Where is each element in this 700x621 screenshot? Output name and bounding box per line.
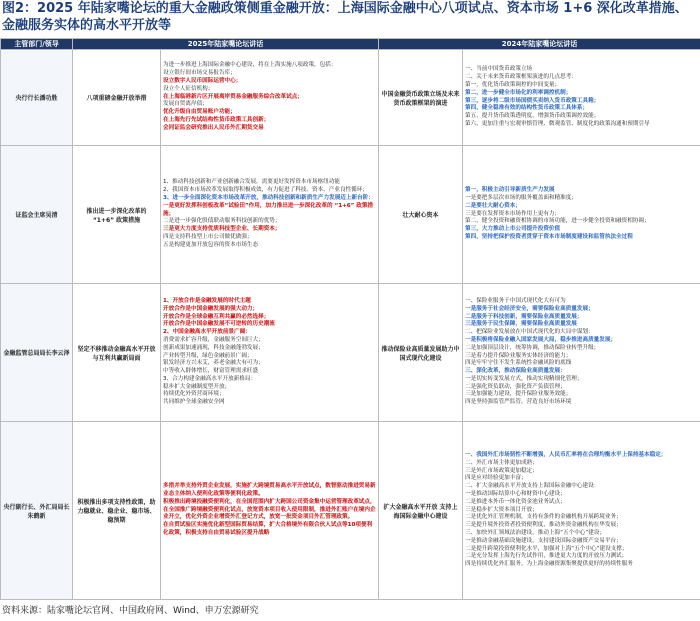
text-line: 三、深化改革，推动保险业高质量发展： <box>465 368 566 375</box>
dept-cell: 央行副行长、外汇局局长朱鹤新 <box>1 422 73 600</box>
text-line: 二、外汇市场主体更加成熟； <box>465 459 538 466</box>
text-line: 一是切实转变发展方式，推动实现精细化管理； <box>465 375 583 382</box>
policy-title-2024: 中国金融货币政策立场及未来货币政策框架的演进 <box>379 50 463 146</box>
text-line: 二是强化资负联动，强化资产负债管理； <box>465 383 566 390</box>
text-line: 开放合作是中国金融发展的强大动力； <box>163 305 259 312</box>
text-line: 一是更好发挥科创板改革“试验田”作用，加力推出进一步深化改革的 “1+6” 政策措施； <box>163 202 374 217</box>
text-line: 为进一步推进上海国际金融中心建设，将在上海实施八项政策，包括： <box>163 62 337 69</box>
text-line: 二、扩大金融高水平开放支持上海国际金融中心建设： <box>465 483 600 490</box>
text-line: 消费需求扩容升级，金融服务空间巨大； <box>163 336 264 343</box>
policy-content-2025 <box>161 50 379 146</box>
text-line: 二是优化外汇管理机制，支持有条件的金融机构开展跨境业务； <box>465 514 622 521</box>
text-line: 四是牢牢守住不发生系统性金融风险的底线 <box>465 360 572 367</box>
dept-cell: 金融监管总局局长李云泽 <box>1 284 73 422</box>
text-line: 第五，提升货币政策透明度，增强货币政策调控效能； <box>465 113 600 120</box>
text-line: 在上海临港新片区开展离岸贸易金融服务综合改革试点； <box>163 93 303 100</box>
policy-content-2024 <box>463 422 700 600</box>
text-line: 会同证监会研究推出人民币外汇期货交易 <box>163 124 264 131</box>
policy-title-2025: 推出进一步深化改革的 “1+6” 政策措施 <box>73 146 161 284</box>
policy-title-2025: 坚定不移推动金融高水平开放与互利共赢新局面 <box>73 284 161 422</box>
table-row <box>1 422 700 600</box>
text-line: 2、中国金融高水平开放前景广阔： <box>163 329 251 336</box>
policy-title-2025: 积极推出多项支持性政策，助力稳就业、稳企业、稳市场、稳预期 <box>73 422 161 600</box>
text-line: 三是要在发挥资本市场作用上更有力； <box>465 210 561 217</box>
text-line: 设立个人征信机构； <box>163 85 214 92</box>
text-line: 银发经济方兴未艾，养老金融大有可为； <box>163 360 264 367</box>
text-line: 三是稳步扩大资本项目开放； <box>465 506 538 513</box>
policy-content-2024 <box>463 146 700 284</box>
text-line: 优化升级自由贸易账户功能； <box>163 109 236 116</box>
policy-content-2025 <box>161 422 379 600</box>
text-line: 1、开放合作是金融发展的时代主题 <box>163 297 251 304</box>
text-line: 产业转型升级，绿色金融前景广阔； <box>163 352 253 359</box>
text-line: 3、进一步全面深化资本市场改革开放，推动科技创新和新质生产力发展迈上新台阶： <box>163 195 374 201</box>
text-line: 二是要壮大耐心资本； <box>465 202 521 209</box>
text-line: 二是加强顶层设计，统筹协调，推动保险业转型升级； <box>465 344 600 351</box>
text-line: 持续优化外资营商环境； <box>163 391 225 398</box>
policy-title-2024: 壮大耐心资本 <box>379 146 463 284</box>
text-line: 第三，大力推动上市公司提升投资价值 <box>465 226 561 233</box>
text-line: 一、当前中国货币政策立场 <box>465 66 533 73</box>
table-row <box>1 146 700 284</box>
source-note: 资料来源：陆家嘴论坛官网、中国政府网、Wind、申万宏源研究 <box>2 606 259 616</box>
text-line: 开放合作是全球金融互利共赢的必然选择； <box>163 313 270 320</box>
text-line: 1、推动科技创新和产业创新融合发展，需要更好发挥资本市场枢纽功能 <box>163 179 340 186</box>
text-line: 多措并举支持外贸企业发展，实施扩大跨境贸易高水平开放试点，数智驱动推进贸易新业态主体纳入便利化政策等便利化政策。 <box>163 483 376 497</box>
text-line: 第四，健全稳准有效的结构性货币政策工具体系； <box>465 105 589 112</box>
text-line: 第四，坚持把保护投资者贯穿于资本市场制度建设和监管执法全过程 <box>465 233 633 240</box>
text-line: 设立银行间市场交易报告库； <box>163 70 236 77</box>
policy-content-2024 <box>463 284 700 422</box>
policy-content-2024 <box>463 50 700 146</box>
figure-title: 图2：2025 年陆家嘴论坛的重大金融政策侧重金融开放：上海国际金融中心八项试点、资本市场 1+6 深化改革措施、金融服务实体的高水平开放等 <box>2 1 688 33</box>
policy-title-2024: 扩大金融高水平开放 支持上海国际金融中心建设 <box>379 422 463 600</box>
text-line: 三是外汇市场政策更加稳定； <box>465 467 538 474</box>
table-row <box>1 50 700 146</box>
dept-cell: 证监会主席吴清 <box>1 146 73 284</box>
text-line: 发展自贸离岸债； <box>163 101 208 108</box>
text-line: 第二，健全投资和融资相协调的市场功能，进一步健全投资和融资相协调； <box>465 218 650 225</box>
text-line: 一是推动国际结算中心和财资中心建设； <box>465 491 566 497</box>
text-line: 第三，逐步将二级市场国债买卖纳入货币政策工具箱； <box>465 97 600 104</box>
text-line: 稳步扩大金融制度型开放； <box>163 383 231 390</box>
text-line: 三、加快外汇领域法治建设，推动上海“五个中心”建设； <box>465 529 606 536</box>
table-header-row <box>1 39 700 50</box>
text-line: 二、把保险业发展放在中国式现代化的大局中谋划： <box>465 329 594 336</box>
text-line: 积极推出跨境投融资便利化，在全国范围内扩大跨国公司资金集中运营管理改革试点，在全国推广跨境融资便利化试点，放宽资本项目收入使用限制，推进外汇账户在境内企业开立，优化外资企业增资外汇登记方式，放宽一批资金项目外汇管理政策。 <box>163 498 376 521</box>
text-line: 三是加强能力建设，提升保险业服务效能； <box>465 391 572 398</box>
text-line: 第一，优化货币政策调控的中间变量； <box>465 81 561 88</box>
text-line: 三是着力提升保险业服务实体经济的能力； <box>465 352 572 359</box>
text-line: 在上海先行先试结构性货币政策工具创新； <box>163 116 270 123</box>
policy-content-2025 <box>161 146 379 284</box>
text-line: 第一，积极主动引导新质生产力发展 <box>465 187 555 194</box>
text-line: 一是要把多层次市场的服务覆盖面和精准度； <box>465 195 577 201</box>
text-line: 四是坚持强监管严监管，营造良好市场环境 <box>465 399 572 406</box>
text-line: 四是应对经验更加丰富； <box>465 475 527 482</box>
text-line: 二是充分发挥上海先行先试作用，推进更大力度的开放压力测试； <box>465 553 628 560</box>
text-line: 第二，进一步健全市场化的利率调控机制； <box>465 89 572 96</box>
text-line: 一是推动金融基础设施建设，支持建设国际金融资产交易平台； <box>465 537 622 544</box>
policy-table <box>0 38 700 600</box>
header-2024: 2024年陆家嘴论坛讲话 <box>379 39 700 50</box>
text-line: 共同维护全球金融安全网 <box>163 399 225 406</box>
policy-content-2025 <box>161 284 379 422</box>
policy-title-2024: 推动保险业高质量发展助力中国式现代化建设 <box>379 284 463 422</box>
policy-title-2025: 八项重磅金融开放举措 <box>73 50 161 146</box>
table-row <box>1 284 700 422</box>
text-line: 一是积极将保险业融入国家发展大局，稳步推进高质量发展； <box>465 336 617 343</box>
text-line: 二是进一步强化股债联动服务科技创新的优势； <box>163 218 281 225</box>
text-line: 二、关于未来货币政策框架演进的几点思考： <box>465 74 577 81</box>
text-line: 四是支持科技型上市公司做优做强； <box>163 233 253 240</box>
text-line: 三是服务于民生保障，需要保险业高质量发展 <box>465 321 577 328</box>
text-line: 在自贸试验区实施优化新型国际贸易结算，扩大合格境外有限合伙人试点等10项便利化政策，积极支持自由贸易试验区提升战略 <box>163 522 373 536</box>
text-line: 二是提升跨境投资便利化水平，加强对上海“五个中心”建设支撑； <box>465 545 628 552</box>
text-line: 设立数字人民币国际运营中心； <box>163 78 242 84</box>
text-line: 五是构建更加开放包容的资本市场生态 <box>163 241 259 248</box>
header-dept: 主管部门/领导 <box>1 39 73 50</box>
text-line: 第六，更加注重与宏观审慎管理、微观监管、制度化的政策沟通和预期引导 <box>465 120 650 127</box>
dept-cell: 央行行长潘功胜 <box>1 50 73 146</box>
text-line: 创新成果加速涌现，科技金融蓬勃发展； <box>163 344 264 351</box>
text-line: 四是持续优化外汇服务，为上海金融资源集聚提供更好的持续性服务 <box>465 561 633 568</box>
text-line: 2、我国资本市场改革发展取得积极成效，有力促进了科技、资本、产业良性循环； <box>163 187 368 194</box>
text-line: 一、我国外汇市场韧性不断增强，人民币汇率将在合理均衡水平上保持基本稳定； <box>465 452 667 459</box>
header-2025: 2025年陆家嘴论坛讲话 <box>73 39 379 50</box>
text-line: 一、保险业服务于中国式现代化大有可为 <box>465 297 566 304</box>
text-line: 二是服务于科技创新，需要保险业高质量发展； <box>465 313 583 320</box>
text-line: 一是服务于社会经济安全，需要保险业高质量发展； <box>465 305 594 312</box>
text-line: 中等收入群体增长，财富管理需求旺盛 <box>163 368 259 375</box>
text-line: 三是提升境外投资者投资便利度，推动外资金融机构在华发展； <box>465 522 622 529</box>
text-line: 开放合作是中国金融发展不可逆转的历史潮流 <box>163 321 275 328</box>
text-line: 3、合力构建金融高水平开放新格局： <box>163 375 257 382</box>
text-line: 二是推进本外币一体化资金池业务试点； <box>465 498 566 505</box>
text-line: 三是更大力度支持优质科技型企业、长期资本； <box>163 226 281 233</box>
